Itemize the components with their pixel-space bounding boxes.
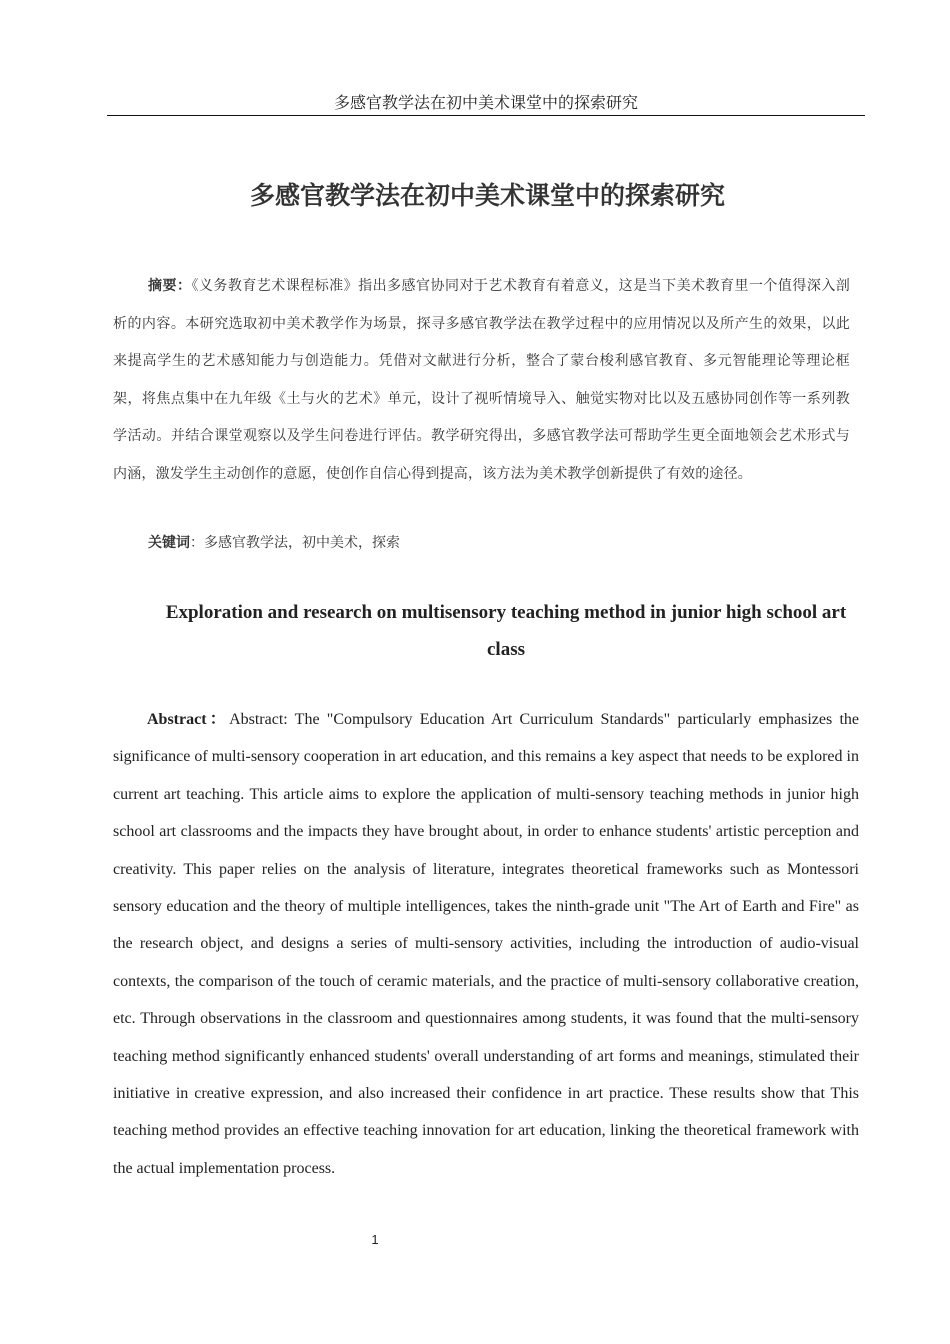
running-header: 多感官教学法在初中美术课堂中的探索研究 bbox=[333, 93, 638, 112]
paper-title-chinese: 多感官教学法在初中美术课堂中的探索研究 bbox=[249, 181, 725, 210]
abstract-chinese-text: 《义务教育艺术课程标准》指出多感官协同对于艺术教育有着意义，这是当下美术教育里一个值得深入剖析的内容。本研究选取初中美术教学作为场景，探寻多感官教学法在教学过程中的应用情况以及所产生的效果，以此来提高学生的艺术感知能力与创造能力。凭借对文献进行分析，整合了蒙台梭利感官教育、多元智能理论等理论框架，将焦点集中在九年级《土与火的艺术》单元，设计了视听情境导入、触觉实物对比以及五感协同创作等一系列教学活动。并结合课堂观察以及学生问卷进行评估。教学研究得出，多感官教学法可帮助学生更全面地领会艺术形式与内涵，激发学生主动创作的意愿，使创作自信心得到提高，该方法为美术教学创新提供了有效的途径。 bbox=[113, 278, 850, 482]
paper-title-english: Exploration and research on multisensory teaching method in junior high school art class bbox=[165, 602, 847, 660]
abstract-english bbox=[113, 701, 859, 1187]
keywords-chinese-text: ：多感官教学法，初中美术，探索 bbox=[190, 535, 400, 551]
abstract-chinese bbox=[113, 268, 850, 493]
abstract-english-text: Abstract: The "Compulsory Education Art Curriculum Standards" particularly emphasizes the significance of multi-sensory cooperation in art education, and this remains a key aspect that needs to be explored in current art teaching. This article aims to explore the application of multi-sensory teaching methods in junior high school art classrooms and the impacts they have brought about, in order to enhance students' artistic perception and creativity. This paper relies on the analysis of literature, integrates theoretical frameworks such as Montessori sensory education and the theory of multiple intelligences, takes the ninth-grade unit "The Art of Earth and Fire" as the research object, and designs a series of multi-sensory activities, including the introduction of audio-visual contexts, the comparison of the touch of ceramic materials, and the practice of multi-sensory collaborative creation, etc. Through observations in the classroom and questionnaires among students, it was found that the multi-sensory teaching method significantly enhanced students' overall understanding of art forms and meanings, stimulated their initiative in creative expression, and also increased their confidence in art practice. These results show that This teaching method provides an effective teaching innovation for art education, linking the theoretical framework with the actual implementation process. bbox=[113, 711, 859, 1177]
abstract-chinese-label: 摘要： bbox=[148, 278, 192, 294]
keywords-chinese-label: 关键词 bbox=[148, 535, 190, 551]
keywords-chinese bbox=[148, 528, 400, 558]
header-divider bbox=[107, 115, 865, 116]
page-number: 1 bbox=[371, 1232, 379, 1247]
abstract-english-label: Abstract： bbox=[147, 711, 230, 728]
